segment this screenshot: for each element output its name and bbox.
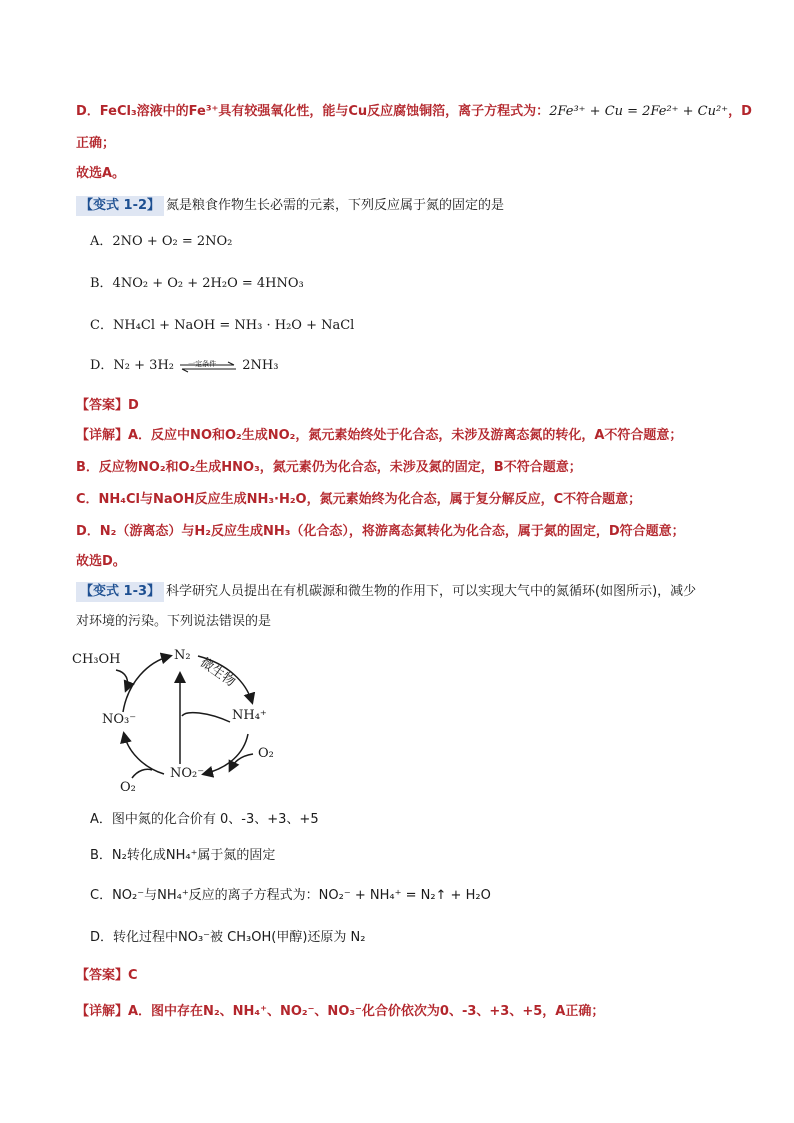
- question-1-3-stem: [76, 582, 696, 602]
- question-text: 科学研究人员提出在有机碳源和微生物的作用下，可以实现大气中的氮循环(如图所示)，减少: [166, 584, 697, 599]
- prev-d-suffix: ，D: [728, 104, 752, 119]
- question-tag: 【变式 1-2】: [76, 196, 164, 216]
- detail-line-2: B．反应物NO₂和O₂生成HNO₃，氮元素仍为化合态，未涉及氮的固定，B不符合题意；: [76, 460, 582, 475]
- prev-d-continuation: 正确；: [76, 136, 116, 151]
- detail-1-3-line-1: 【详解】A．图中存在N₂、NH₄⁺、NO₂⁻、NO₃⁻化合价依次为0、-3、+3、+5，A正确；: [76, 1004, 605, 1019]
- microbe-label: 微生物: [197, 655, 238, 690]
- equilibrium-arrow: [178, 358, 238, 374]
- option-a-1-3: A．图中氮的化合价有 0、-3、+3、+5: [90, 812, 319, 827]
- question-1-3-stem-cont: 对环境的污染。下列说法错误的是: [76, 614, 272, 629]
- prev-answer-choice: 故选A。: [76, 166, 126, 181]
- answer-label-1-3: 【答案】C: [76, 968, 138, 983]
- nitrogen-cycle-diagram: [68, 642, 298, 802]
- prev-option-d-line: [76, 102, 752, 122]
- nh4-label: NH₄⁺: [232, 708, 267, 723]
- option-c: C．NH₄Cl + NaOH = NH₃ · H₂O + NaCl: [90, 318, 355, 333]
- option-d-reactants: D．N₂ + 3H₂: [90, 358, 174, 373]
- question-text: 氮是粮食作物生长必需的元素，下列反应属于氮的固定的是: [166, 198, 505, 213]
- detail-line-1: 【详解】A．反应中NO和O₂生成NO₂，氮元素始终处于化合态，未涉及游离态氮的转化，A不符合题意；: [76, 428, 683, 443]
- detail-line-3: C．NH₄Cl与NaOH反应生成NH₃·H₂O，氮元素始终为化合态，属于复分解反应，C不符合题意；: [76, 492, 642, 507]
- answer-label-1-2: 【答案】D: [76, 398, 139, 413]
- question-tag: 【变式 1-3】: [76, 582, 164, 602]
- option-b-1-3: B．N₂转化成NH₄⁺属于氮的固定: [90, 848, 276, 863]
- n2-label: N₂: [174, 648, 191, 663]
- question-1-2-stem: [76, 196, 504, 216]
- option-d-product: 2NH₃: [242, 358, 279, 373]
- o2-left-label: O₂: [120, 780, 136, 795]
- equilibrium-arrow-icon: [178, 358, 238, 374]
- option-b: B．4NO₂ + O₂ + 2H₂O = 4HNO₃: [90, 276, 304, 291]
- condition-label: 一定条件: [188, 359, 217, 368]
- prev-d-prefix: D．FeCl₃溶液中的Fe³⁺具有较强氧化性，能与Cu反应腐蚀铜箔，离子方程式为：: [76, 104, 550, 119]
- no2-label: NO₂⁻: [170, 766, 205, 781]
- option-a: A．2NO + O₂ = 2NO₂: [90, 234, 233, 249]
- detail-line-4: D．N₂（游离态）与H₂反应生成NH₃（化合态），将游离态氮转化为化合态，属于氮的固定，D符合题意；: [76, 524, 685, 539]
- option-d: [90, 356, 278, 376]
- no3-label: NO₃⁻: [102, 712, 137, 727]
- o2-right-label: O₂: [258, 746, 274, 761]
- prev-d-equation: 2Fe³⁺ + Cu = 2Fe²⁺ + Cu²⁺: [549, 104, 729, 119]
- option-d-1-3: D．转化过程中NO₃⁻被 CH₃OH(甲醇)还原为 N₂: [90, 930, 366, 945]
- option-c-1-3: C．NO₂⁻与NH₄⁺反应的离子方程式为：NO₂⁻ + NH₄⁺ = N₂↑ + H₂O: [90, 888, 491, 903]
- ch3oh-label: CH₃OH: [72, 652, 121, 667]
- detail-line-5: 故选D。: [76, 554, 126, 569]
